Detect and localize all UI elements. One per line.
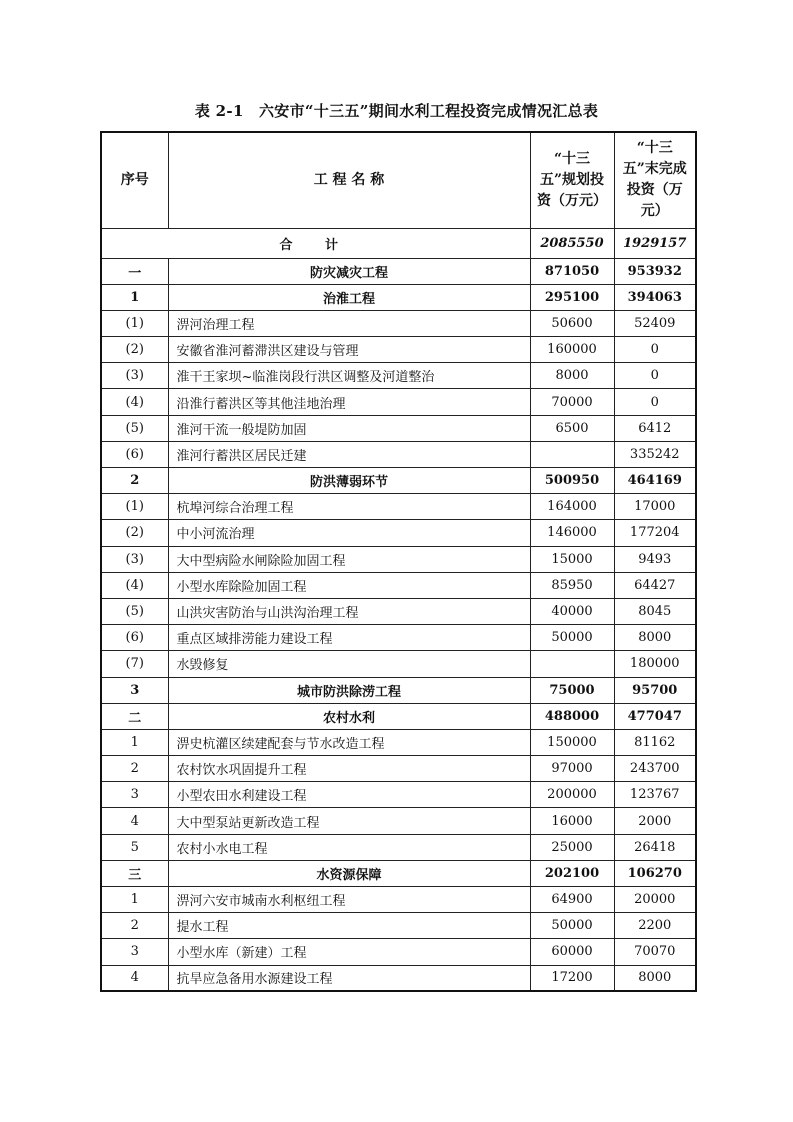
project-name: 安徽省淮河蓄滞洪区建设与管理 [168,337,530,363]
completed-investment: 243700 [614,756,696,782]
project-name: 淮河干流一般堤防加固 [168,415,530,441]
row-number: 3 [101,677,168,703]
completed-investment: 953932 [614,258,696,284]
planned-investment: 160000 [530,337,614,363]
planned-investment: 15000 [530,546,614,572]
table-row [101,834,696,860]
planned-investment: 50600 [530,310,614,336]
row-number: 2 [101,913,168,939]
section-row [101,468,696,494]
planned-investment: 146000 [530,520,614,546]
completed-investment: 64427 [614,572,696,598]
planned-investment: 25000 [530,834,614,860]
table-row [101,939,696,965]
project-name: 小型水库除险加固工程 [168,572,530,598]
table-row [101,546,696,572]
planned-investment: 488000 [530,703,614,729]
row-number: (1) [101,310,168,336]
table-row [101,625,696,651]
completed-investment: 180000 [614,651,696,677]
row-number: (2) [101,520,168,546]
planned-investment: 500950 [530,468,614,494]
table-row [101,729,696,755]
planned-investment: 6500 [530,415,614,441]
row-number: (4) [101,572,168,598]
project-name: 农村水利 [168,703,530,729]
planned-investment: 70000 [530,389,614,415]
completed-investment: 17000 [614,494,696,520]
row-number: 一 [101,258,168,284]
table-row [101,494,696,520]
project-name: 防洪薄弱环节 [168,468,530,494]
header-no: 序号 [101,132,168,228]
completed-investment: 52409 [614,310,696,336]
row-number: (6) [101,441,168,467]
table-row [101,415,696,441]
completed-investment: 8045 [614,598,696,624]
project-name: 城市防洪除涝工程 [168,677,530,703]
planned-investment: 202100 [530,860,614,886]
section-row [101,677,696,703]
table-row [101,913,696,939]
total-planned: 2085550 [530,228,614,258]
project-name: 淠史杭灌区续建配套与节水改造工程 [168,729,530,755]
planned-investment: 17200 [530,965,614,991]
row-number: 3 [101,939,168,965]
project-name: 淠河六安市城南水利枢纽工程 [168,887,530,913]
project-name: 淮河行蓄洪区居民迁建 [168,441,530,467]
planned-investment: 85950 [530,572,614,598]
table-row [101,756,696,782]
project-name: 水资源保障 [168,860,530,886]
row-number: 3 [101,782,168,808]
table-row [101,310,696,336]
table-row [101,441,696,467]
completed-investment: 70070 [614,939,696,965]
table-row [101,363,696,389]
table-row [101,965,696,991]
planned-investment: 8000 [530,363,614,389]
project-name: 农村小水电工程 [168,834,530,860]
planned-investment: 60000 [530,939,614,965]
completed-investment: 177204 [614,520,696,546]
table-row [101,887,696,913]
row-number: 4 [101,965,168,991]
total-completed: 1929157 [614,228,696,258]
table-row [101,572,696,598]
completed-investment: 394063 [614,284,696,310]
investment-summary-table [100,131,697,992]
planned-investment: 164000 [530,494,614,520]
project-name: 小型水库（新建）工程 [168,939,530,965]
section-row [101,703,696,729]
table-row [101,808,696,834]
project-name: 杭埠河综合治理工程 [168,494,530,520]
section-row [101,258,696,284]
completed-investment: 477047 [614,703,696,729]
row-number: (6) [101,625,168,651]
row-number: (4) [101,389,168,415]
planned-investment: 200000 [530,782,614,808]
row-number: (1) [101,494,168,520]
planned-investment: 150000 [530,729,614,755]
project-name: 中小河流治理 [168,520,530,546]
project-name: 防灾减灾工程 [168,258,530,284]
row-number: (7) [101,651,168,677]
row-number: 二 [101,703,168,729]
completed-investment: 6412 [614,415,696,441]
table-row [101,520,696,546]
table-row [101,651,696,677]
row-number: 5 [101,834,168,860]
completed-investment: 106270 [614,860,696,886]
completed-investment: 0 [614,337,696,363]
completed-investment: 0 [614,389,696,415]
row-number: (5) [101,598,168,624]
row-number: 2 [101,756,168,782]
row-number: (2) [101,337,168,363]
table-row [101,389,696,415]
section-row [101,860,696,886]
planned-investment: 40000 [530,598,614,624]
row-number: 1 [101,284,168,310]
planned-investment [530,651,614,677]
header-completed: “十三五”末完成投资（万元） [614,132,696,228]
row-number: (3) [101,363,168,389]
project-name: 山洪灾害防治与山洪沟治理工程 [168,598,530,624]
project-name: 小型农田水利建设工程 [168,782,530,808]
table-header-row [101,132,696,228]
planned-investment: 16000 [530,808,614,834]
completed-investment: 9493 [614,546,696,572]
table-row [101,337,696,363]
table-title: 表 2-1 六安市“十三五”期间水利工程投资完成情况汇总表 [194,102,599,120]
project-name: 治淮工程 [168,284,530,310]
project-name: 淠河治理工程 [168,310,530,336]
row-number: 4 [101,808,168,834]
row-number: (5) [101,415,168,441]
completed-investment: 0 [614,363,696,389]
planned-investment: 75000 [530,677,614,703]
completed-investment: 8000 [614,625,696,651]
completed-investment: 2000 [614,808,696,834]
row-number: 1 [101,887,168,913]
project-name: 重点区域排涝能力建设工程 [168,625,530,651]
project-name: 沿淮行蓄洪区等其他洼地治理 [168,389,530,415]
project-name: 大中型泵站更新改造工程 [168,808,530,834]
project-name: 农村饮水巩固提升工程 [168,756,530,782]
planned-investment: 871050 [530,258,614,284]
completed-investment: 335242 [614,441,696,467]
planned-investment: 295100 [530,284,614,310]
table-row [101,782,696,808]
completed-investment: 95700 [614,677,696,703]
section-row [101,284,696,310]
total-label: 合 计 [101,228,530,258]
project-name: 淮干王家坝~临淮岗段行洪区调整及河道整治 [168,363,530,389]
header-name: 工 程 名 称 [168,132,530,228]
row-number: 2 [101,468,168,494]
completed-investment: 20000 [614,887,696,913]
planned-investment: 97000 [530,756,614,782]
row-number: 1 [101,729,168,755]
completed-investment: 123767 [614,782,696,808]
project-name: 水毁修复 [168,651,530,677]
table-row [101,598,696,624]
row-number: (3) [101,546,168,572]
project-name: 提水工程 [168,913,530,939]
total-row [101,228,696,258]
planned-investment [530,441,614,467]
row-number: 三 [101,860,168,886]
planned-investment: 50000 [530,913,614,939]
project-name: 抗旱应急备用水源建设工程 [168,965,530,991]
completed-investment: 81162 [614,729,696,755]
completed-investment: 464169 [614,468,696,494]
project-name: 大中型病险水闸除险加固工程 [168,546,530,572]
planned-investment: 50000 [530,625,614,651]
completed-investment: 2200 [614,913,696,939]
completed-investment: 26418 [614,834,696,860]
planned-investment: 64900 [530,887,614,913]
completed-investment: 8000 [614,965,696,991]
header-planned: “十三五”规划投资（万元） [530,132,614,228]
